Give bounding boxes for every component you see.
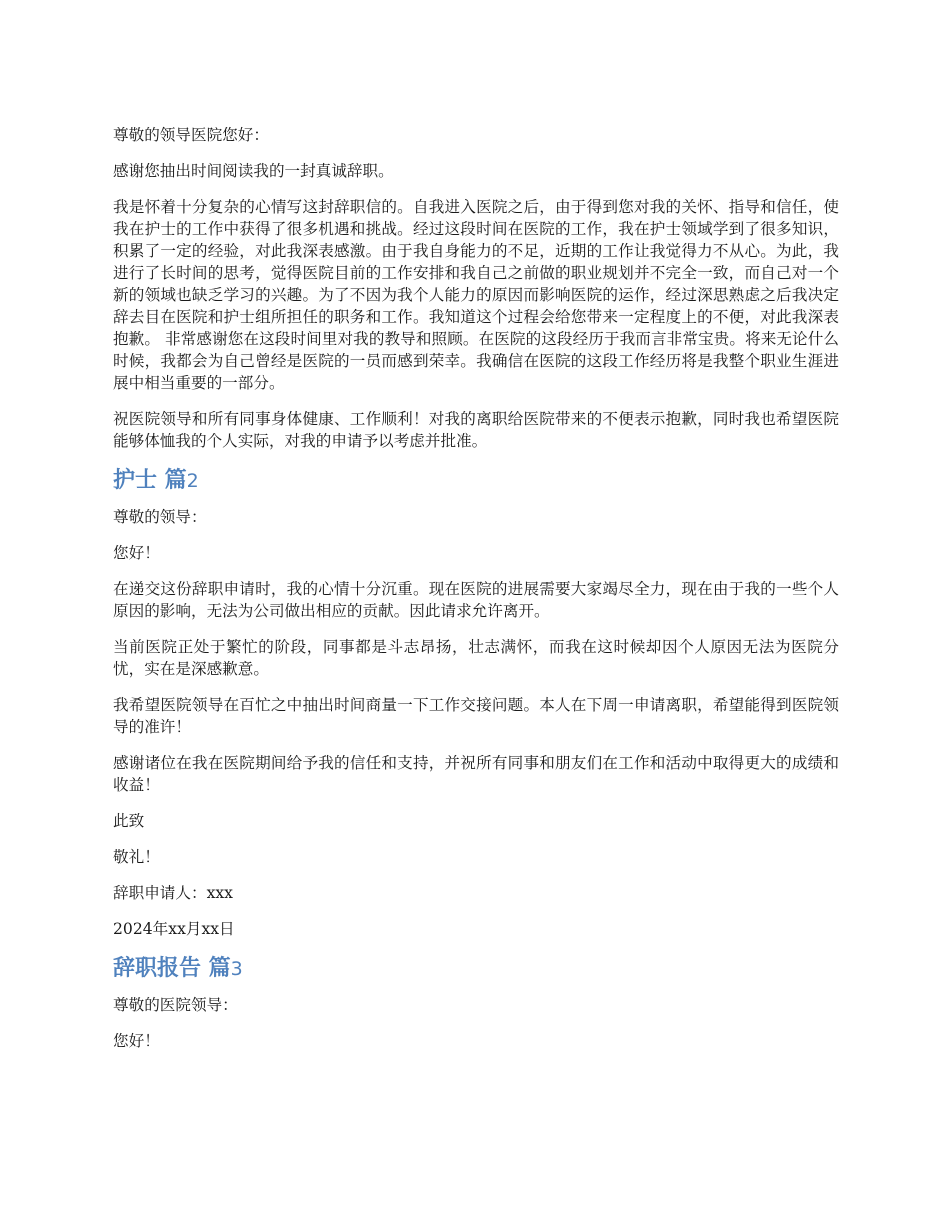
section-heading-number: 3 [230,958,243,980]
paragraph: 我是怀着十分复杂的心情写这封辞职信的。自我进入医院之后，由于得到您对我的关怀、指导和信任，使我在护士的工作中获得了很多机遇和挑战。经过这段时间在医院的工作，我在护士领域学到了很多知识，积累了一定的经验，对此我深表感激。由于我自身能力的不足，近期的工作让我觉得力不从心。为此，我进行了长时间的思考，觉得医院目前的工作安排和我自己之前做的职业规划并不完全一致，而自己对一个新的领域也缺乏学习的兴趣。为了不因为我个人能力的原因而影响医院的运作，经过深思熟虑之后我决定辞去目在医院和护士组所担任的职务和工作。我知道这个过程会给您带来一定程度上的不便，对此我深表抱歉。 非常感谢您在这段时间里对我的教导和照顾。在医院的这段经历于我而言非常宝贵。将来无论什么时候，我都会为自己曾经是医院的一员而感到荣幸。我确信在医院的这段工作经历将是我整个职业生涯进展中相当重要的一部分。 [113,198,839,392]
salutation: 尊敬的医院领导： [113,996,238,1014]
document-page [113,124,839,1066]
signature: 辞职申请人：xxx [113,884,233,902]
paragraph: 祝医院领导和所有同事身体健康、工作顺利！对我的离职给医院带来的不便表示抱歉，同时我也希望医院能够体恤我的个人实际，对我的申请予以考虑并批准。 [113,410,839,450]
paragraph: 当前医院正处于繁忙的阶段，同事都是斗志昂扬，壮志满怀，而我在这时候却因个人原因无法为医院分忧，实在是深感歉意。 [113,638,839,678]
paragraph: 感谢诸位在我在医院期间给予我的信任和支持，并祝所有同事和朋友们在工作和活动中取得更大的成绩和收益！ [113,754,839,794]
date: 2024年xx月xx日 [113,920,235,938]
salutation: 尊敬的领导： [113,508,207,526]
greeting: 您好！ [113,1032,160,1050]
greeting: 您好！ [113,544,160,562]
closing: 此致 [113,812,145,830]
closing: 敬礼！ [113,848,160,866]
section-heading [113,954,839,984]
paragraph: 我希望医院领导在百忙之中抽出时间商量一下工作交接问题。本人在下周一申请离职，希望能得到医院领导的准许！ [113,696,839,736]
paragraph: 在递交这份辞职申请时，我的心情十分沉重。现在医院的进展需要大家竭尽全力，现在由于我的一些个人原因的影响，无法为公司做出相应的贡献。因此请求允许离开。 [113,580,839,620]
section-heading-text: 护士 篇 [113,468,187,493]
paragraph: 感谢您抽出时间阅读我的一封真诚辞职。 [113,162,394,180]
greeting: 尊敬的领导医院您好： [113,126,269,144]
section-heading [113,466,839,496]
section-heading-text: 辞职报告 篇 [113,956,231,981]
section-heading-number: 2 [186,470,199,492]
